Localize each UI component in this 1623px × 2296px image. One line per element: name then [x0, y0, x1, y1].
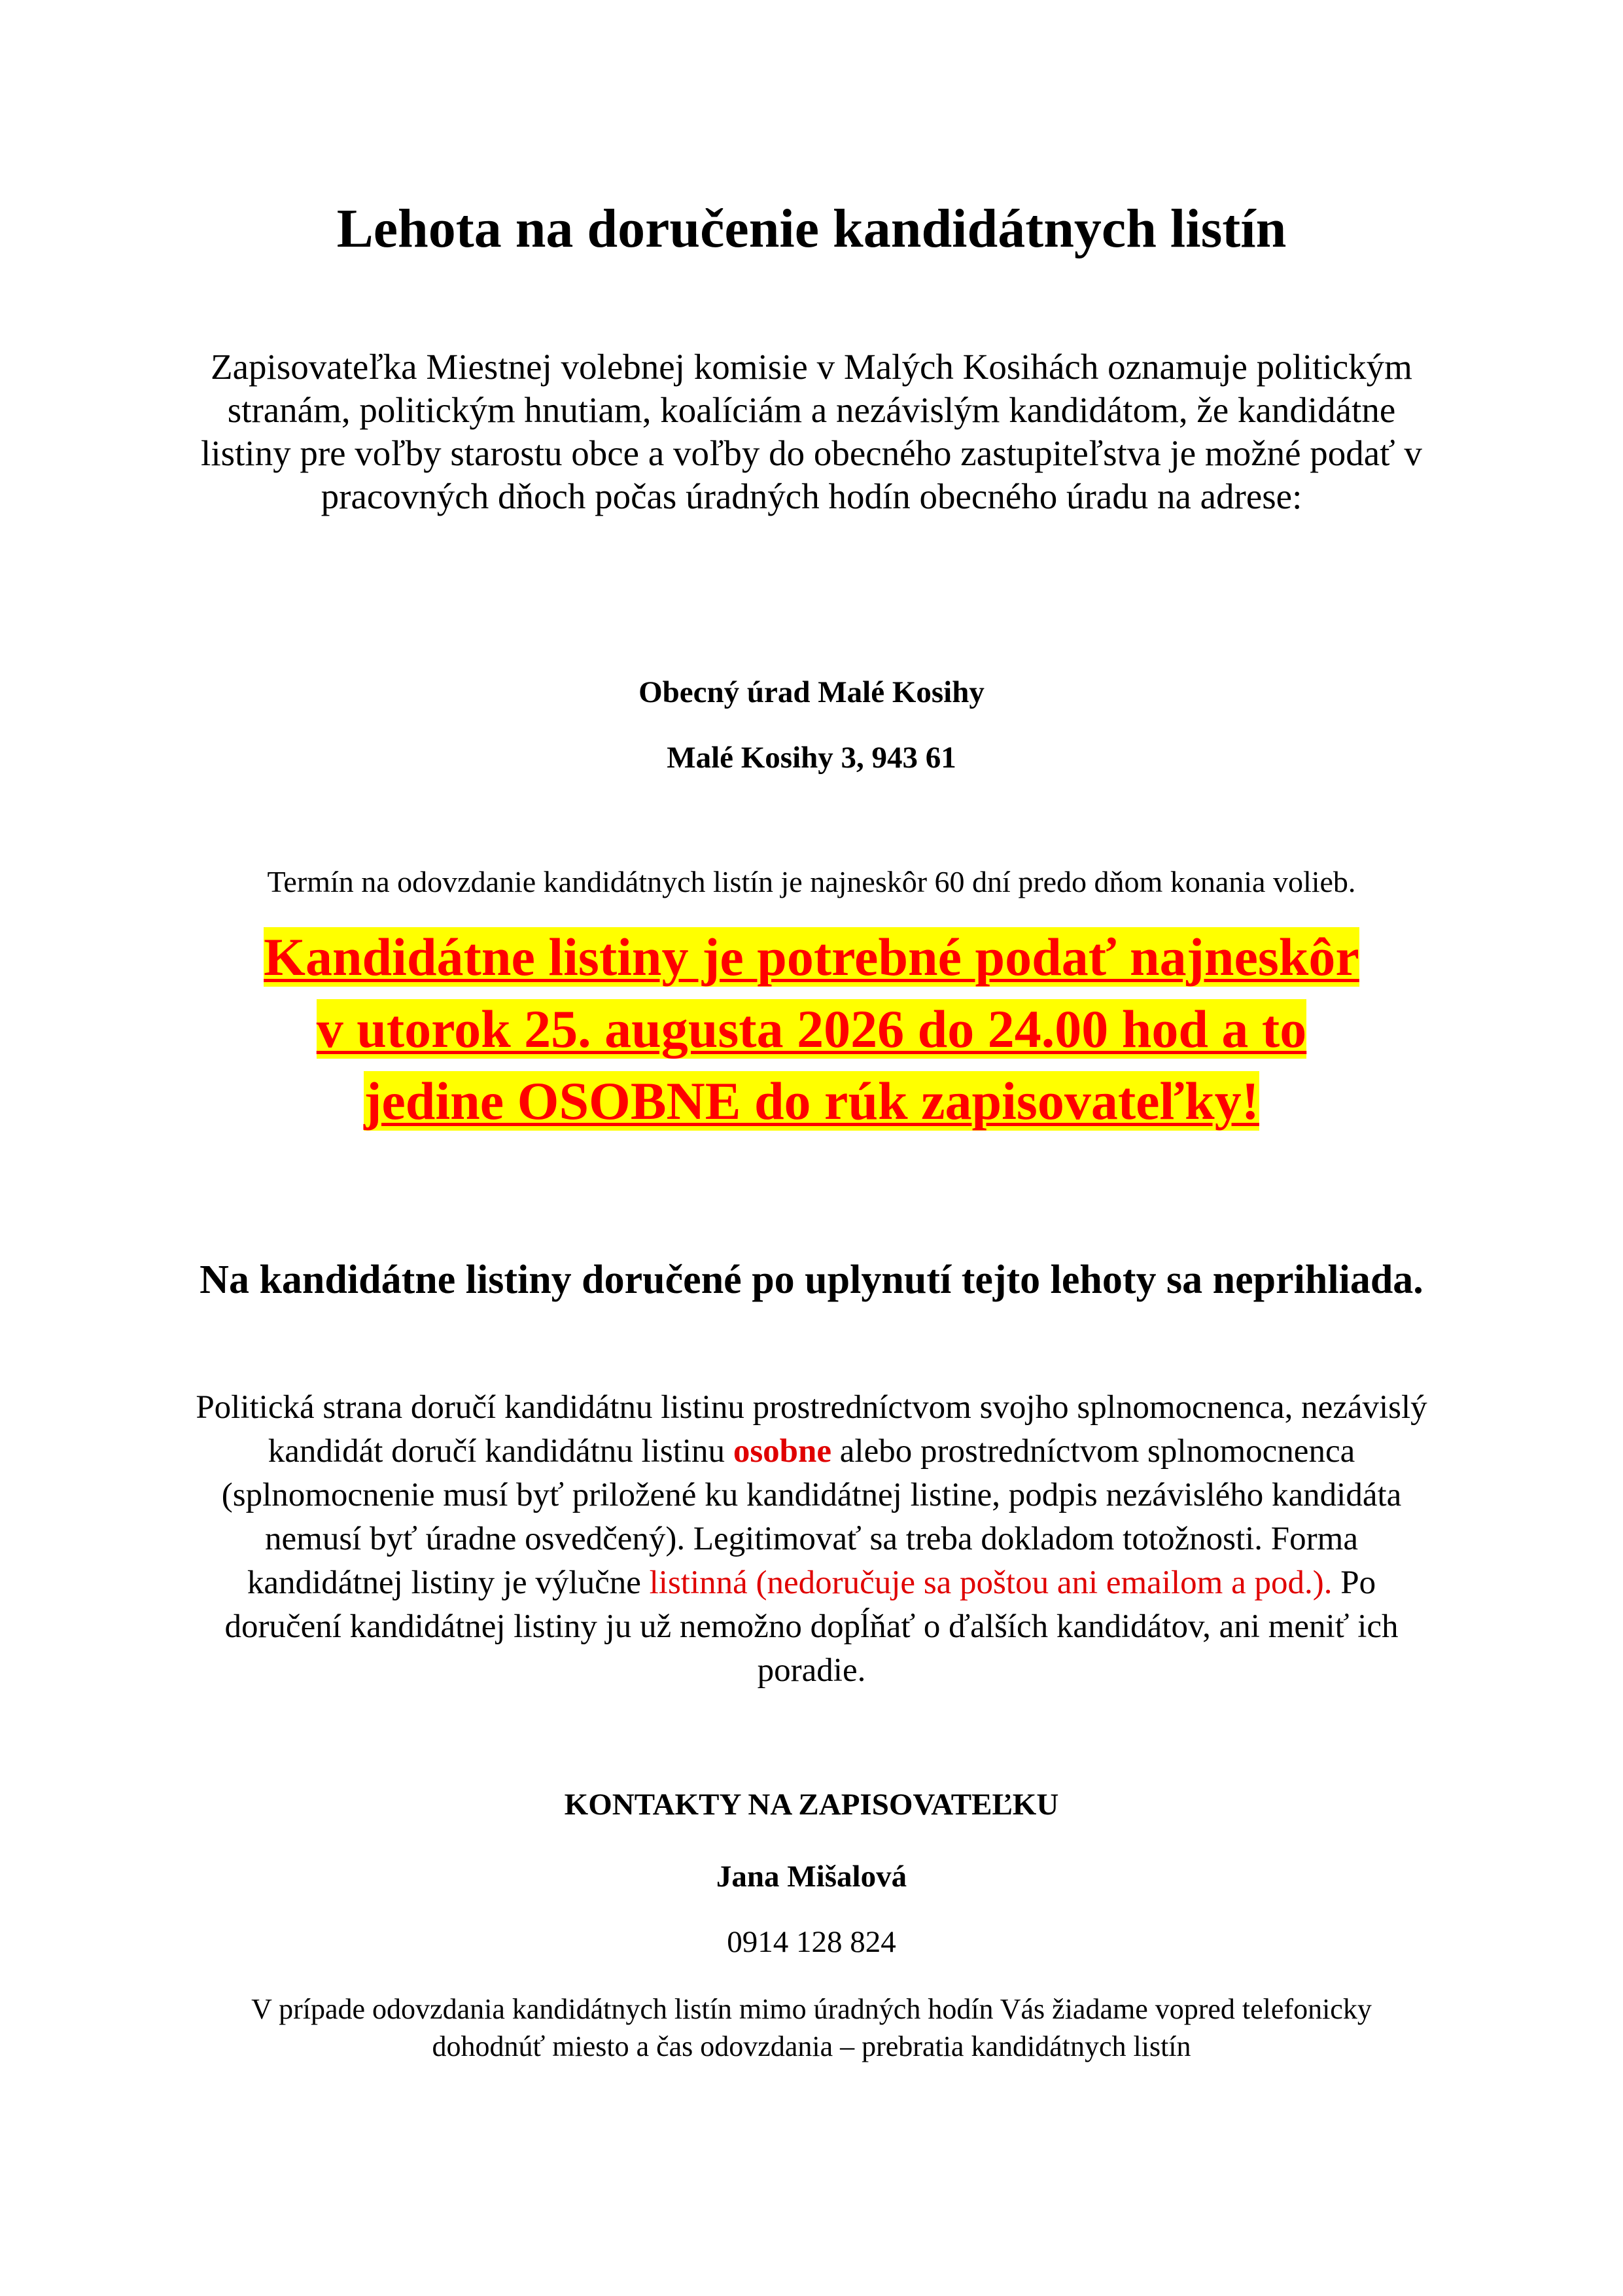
rules-emphasis-personally: osobne [733, 1433, 832, 1470]
contacts-heading: KONTAKTY NA ZAPISOVATEĽKU [564, 1788, 1059, 1822]
alert-line-1: Kandidátne listiny je potrebné podať najneskôr [264, 927, 1359, 987]
after-hours-note: V prípade odovzdania kandidátnych listín mimo úradných hodín Vás žiadame vopred telefonicky dohodnúť miesto a čas odovzdania – prebratia kandidátnych listín [251, 1993, 1372, 2062]
deadline-term-text: Termín na odovzdanie kandidátnych listín je najneskôr 60 dní predo dňom konania volieb. [267, 865, 1356, 898]
contact-phone: 0914 128 824 [727, 1925, 896, 1959]
rules-emphasis-paper-form: listinná (nedoručuje sa poštou ani emailom a pod.). [649, 1564, 1333, 1601]
document-title: Lehota na doručenie kandidátnych listín [336, 198, 1287, 259]
office-name: Obecný úrad Malé Kosihy [638, 675, 985, 709]
office-address: Malé Kosihy 3, 943 61 [667, 741, 956, 775]
contact-name: Jana Mišalová [716, 1860, 907, 1894]
intro-paragraph: Zapisovateľka Miestnej volebnej komisie v Malých Kosihách oznamuje politickým stranám, politickým hnutiam, koalíciám a nezávislým kandidátom, že kandidátne listiny pre voľby starostu obce a voľby do obecného zastupiteľstva je možné podať v pracovných dňoch počas úradných hodín obecného úradu na adrese: [201, 347, 1422, 516]
rules-text-2: alebo prostredníctvom splnomocnenca (splnomocnenie musí byť priložené ku kandidátnej listine, podpis nezávislého kandidáta nemusí byť úradne osvedčený). Legitimovať sa treba dokladom totožnosti. Forma kandidátnej listiny je výlučne [221, 1433, 1402, 1601]
late-submission-notice: Na kandidátne listiny doručené po uplynutí tejto lehoty sa neprihliada. [200, 1258, 1423, 1302]
alert-line-2: v utorok 25. augusta 2026 do 24.00 hod a to [316, 999, 1307, 1059]
alert-line-3: jedine OSOBNE do rúk zapisovateľky! [364, 1071, 1259, 1131]
submission-rules-paragraph [190, 1386, 1433, 1693]
rules-text-3: Po doručení kandidátnej listiny ju už nemožno dopĺňať o ďalších kandidátov, ani meniť ich poradie. [224, 1564, 1399, 1689]
rules-text-1: Politická strana doručí kandidátnu listinu prostredníctvom svojho splnomocnenca, nezávislý kandidát doručí kandidátnu listinu [196, 1389, 1427, 1470]
deadline-alert [0, 921, 1623, 1137]
